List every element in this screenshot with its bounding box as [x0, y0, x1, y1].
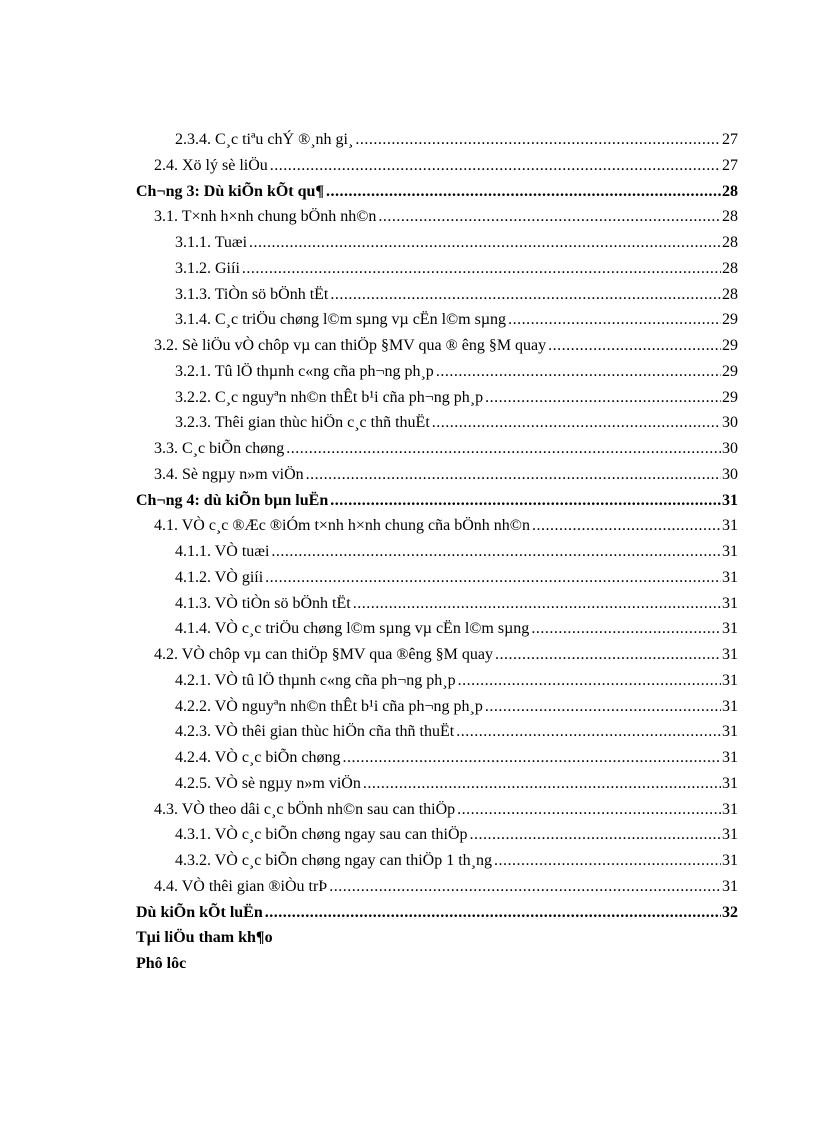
- toc-entry-title: 3.1. T×nh h×nh chung bÖnh nh©n: [154, 208, 377, 226]
- toc-leader-dots: [330, 285, 721, 305]
- toc-entry-3-1: [154, 207, 738, 227]
- toc-entry-title: 4.3.1. VÒ c¸c biÕn chøng ngay sau can thiÖp: [175, 826, 468, 844]
- toc-entry-4-2-3: [175, 722, 738, 742]
- toc-entry-title: Ch¬ng 4: dù kiÕn bµn luËn: [136, 491, 329, 509]
- toc-entry-4-2-4: [175, 748, 738, 768]
- toc-entry-3-2-1: [175, 362, 738, 382]
- toc-leader-dots: [265, 903, 721, 923]
- toc-leader-dots: [485, 388, 721, 408]
- toc-page-number: 30: [722, 465, 738, 483]
- toc-page-number: 31: [722, 543, 738, 560]
- toc-entry-3-1-3: [175, 285, 738, 305]
- toc-page-number: 31: [722, 852, 738, 869]
- toc-entry-title: 4.1.3. VÒ tiÒn sö bÖnh tËt: [175, 594, 351, 612]
- toc-entry-4-3: [154, 800, 738, 820]
- toc-page-number: 31: [722, 671, 738, 689]
- toc-leader-dots: [270, 156, 721, 176]
- toc-page-number: 29: [722, 311, 738, 329]
- toc-entry-title: 3.1.2. Giíi: [175, 259, 240, 277]
- toc-entry-4-3-1: [175, 825, 738, 845]
- toc-leader-dots: [495, 645, 721, 665]
- toc-leader-dots: [470, 825, 721, 845]
- toc-entry-title: Dù kiÕn kÕt luËn: [136, 903, 263, 921]
- toc-entry-title: 3.2.1. Tû lÖ thµnh c«ng cña ph¬ng ph¸p: [175, 362, 434, 380]
- toc-entry-4-1-2: [175, 568, 738, 588]
- toc-entry-2-3-4: [175, 130, 738, 150]
- toc-entry-3-2-3: [175, 413, 738, 433]
- toc-entry-3-3: [154, 439, 738, 459]
- toc-page-number: 31: [722, 826, 738, 844]
- toc-leader-dots: [458, 671, 721, 691]
- toc-page-number: 31: [722, 723, 738, 741]
- toc-leader-dots: [457, 800, 721, 820]
- toc-page-number: 28: [722, 285, 738, 303]
- toc-entry-3-2: [154, 336, 738, 356]
- toc-entry-title: 3.2.3. Thêi gian thùc hiÖn c¸c thñ thuËt: [175, 414, 430, 432]
- toc-leader-dots: [363, 774, 721, 794]
- toc-leader-dots: [286, 439, 721, 459]
- toc-leader-dots: [306, 465, 721, 485]
- toc-entry-4-2-5: [175, 774, 738, 794]
- toc-leader-dots: [548, 336, 721, 356]
- toc-entry-3-2-2: [175, 388, 738, 408]
- toc-entry-chapter-3: [136, 182, 738, 202]
- toc-entry-title: 3.1.1. Tuæi: [175, 234, 248, 251]
- toc-entry-title: 2.4. Xö lý sè liÖu: [154, 156, 268, 174]
- toc-page-number: 28: [722, 208, 738, 226]
- toc-page-number: 29: [722, 362, 738, 380]
- toc-leader-dots: [249, 233, 721, 253]
- toc-entry-4-3-2: [175, 851, 738, 871]
- toc-entry-title: 3.3. C¸c biÕn chøng: [154, 440, 285, 457]
- toc-entry-title: Phô lôc: [136, 955, 187, 972]
- toc-entry-title: 4.1.2. VÒ giíi: [175, 568, 264, 586]
- toc-entry-title: 4.2. VÒ chôp vµ can thiÖp §MV qua ®êng §M quay: [154, 646, 493, 663]
- toc-entry-2-4: [154, 156, 738, 176]
- toc-page-number: 28: [722, 234, 738, 251]
- toc-leader-dots: [265, 568, 721, 588]
- toc-page-number: 27: [722, 156, 738, 174]
- toc-entry-4-1: [154, 516, 738, 536]
- toc-leader-dots: [508, 310, 721, 330]
- toc-page-number: 31: [722, 517, 738, 535]
- toc-leader-dots: [271, 542, 721, 562]
- toc-page-number: 31: [722, 568, 738, 586]
- toc-entry-3-4: [154, 465, 738, 485]
- toc-page-number: 32: [722, 903, 738, 921]
- toc-entry-3-1-4: [175, 310, 738, 330]
- toc-entry-4-2-2: [175, 697, 738, 717]
- toc-entry-title: 4.2.3. VÒ thêi gian thùc hiÖn cña thñ thuËt: [175, 723, 455, 741]
- toc-entry-4-4: [154, 877, 738, 897]
- toc-leader-dots: [436, 362, 721, 382]
- toc-page-number: 31: [722, 749, 738, 766]
- toc-entry-references: [136, 928, 275, 948]
- toc-entry-title: 4.1.1. VÒ tuæi: [175, 543, 270, 560]
- toc-entry-title: 4.1. VÒ c¸c ®Æc ®iÓm t×nh h×nh chung cña bÖnh nh©n: [154, 517, 530, 535]
- toc-leader-dots: [353, 594, 721, 614]
- toc-leader-dots: [456, 722, 721, 742]
- toc-leader-dots: [532, 516, 721, 536]
- toc-page-number: 31: [722, 697, 738, 715]
- toc-entry-title: 3.1.4. C¸c triÖu chøng l©m sµng vµ cËn l©m sµng: [175, 311, 507, 329]
- toc-entry-title: 4.3.2. VÒ c¸c biÕn chøng ngay can thiÖp 1 th¸ng: [175, 852, 492, 869]
- toc-entry-title: 4.2.2. VÒ nguyªn nh©n thÊt b¹i cña ph¬ng ph¸p: [175, 697, 483, 715]
- toc-entry-4-1-3: [175, 594, 738, 614]
- toc-page-number: 27: [722, 131, 738, 148]
- toc-page-number: 31: [722, 774, 738, 792]
- toc-entry-title: 3.2. Sè liÖu vÒ chôp vµ can thiÖp §MV qua ® êng §M quay: [154, 337, 547, 354]
- toc-page-number: 29: [722, 388, 738, 406]
- toc-entry-4-1-4: [175, 619, 738, 639]
- toc-page-number: 30: [722, 414, 738, 432]
- toc-page-number: 28: [722, 182, 738, 200]
- toc-page-number: 31: [722, 620, 738, 638]
- toc-page-number: 31: [722, 800, 738, 818]
- toc-leader-dots: [494, 851, 721, 871]
- toc-entry-title: 4.3. VÒ theo dâi c¸c bÖnh nh©n sau can thiÖp: [154, 800, 456, 818]
- toc-page-number: 28: [722, 259, 738, 277]
- toc-leader-dots: [355, 130, 721, 150]
- toc-page-number: 31: [722, 646, 738, 663]
- toc-entry-4-2: [154, 645, 738, 665]
- toc-entry-title: 4.1.4. VÒ c¸c triÖu chøng l©m sµng vµ cËn l©m sµng: [175, 620, 530, 638]
- toc-leader-dots: [432, 413, 721, 433]
- toc-entry-4-2-1: [175, 671, 738, 691]
- toc-leader-dots: [531, 619, 721, 639]
- toc-entry-title: 3.4. Sè ngµy n»m viÖn: [154, 465, 304, 483]
- toc-entry-4-1-1: [175, 542, 738, 562]
- toc-entry-conclusion: [136, 903, 738, 923]
- toc-entry-title: 4.2.4. VÒ c¸c biÕn chøng: [175, 749, 341, 766]
- toc-entry-title: 3.2.2. C¸c nguyªn nh©n thÊt b¹i cña ph¬ng ph¸p: [175, 388, 484, 406]
- toc-entry-chapter-4: [136, 491, 738, 511]
- toc-entry-title: Tµi liÖu tham kh¶o: [136, 929, 273, 947]
- toc-leader-dots: [329, 877, 721, 897]
- toc-leader-dots: [378, 207, 721, 227]
- toc-leader-dots: [485, 697, 721, 717]
- toc-entry-title: 4.2.5. VÒ sè ngµy n»m viÖn: [175, 774, 361, 792]
- toc-entry-3-1-2: [175, 259, 738, 279]
- toc-page-number: 31: [722, 491, 738, 509]
- toc-entry-title: 4.2.1. VÒ tû lÖ thµnh c«ng cña ph¬ng ph¸p: [175, 671, 456, 689]
- toc-leader-dots: [330, 491, 721, 511]
- toc-entry-3-1-1: [175, 233, 738, 253]
- toc-page-number: 31: [722, 594, 738, 612]
- toc-entry-appendix: [136, 954, 188, 974]
- toc-leader-dots: [242, 259, 721, 279]
- toc-entry-title: 3.1.3. TiÒn sö bÖnh tËt: [175, 285, 329, 303]
- toc-entry-title: 2.3.4. C¸c tiªu chÝ ®¸nh gi¸: [175, 131, 354, 148]
- toc-leader-dots: [342, 748, 721, 768]
- toc-entry-title: 4.4. VÒ thêi gian ®iÒu trÞ: [154, 877, 328, 895]
- toc-page-number: 30: [722, 440, 738, 457]
- toc-leader-dots: [326, 182, 721, 202]
- toc-page-number: 31: [722, 877, 738, 895]
- toc-page-number: 29: [722, 337, 738, 354]
- toc-entry-title: Ch¬ng 3: Dù kiÕn kÕt qu¶: [136, 182, 325, 200]
